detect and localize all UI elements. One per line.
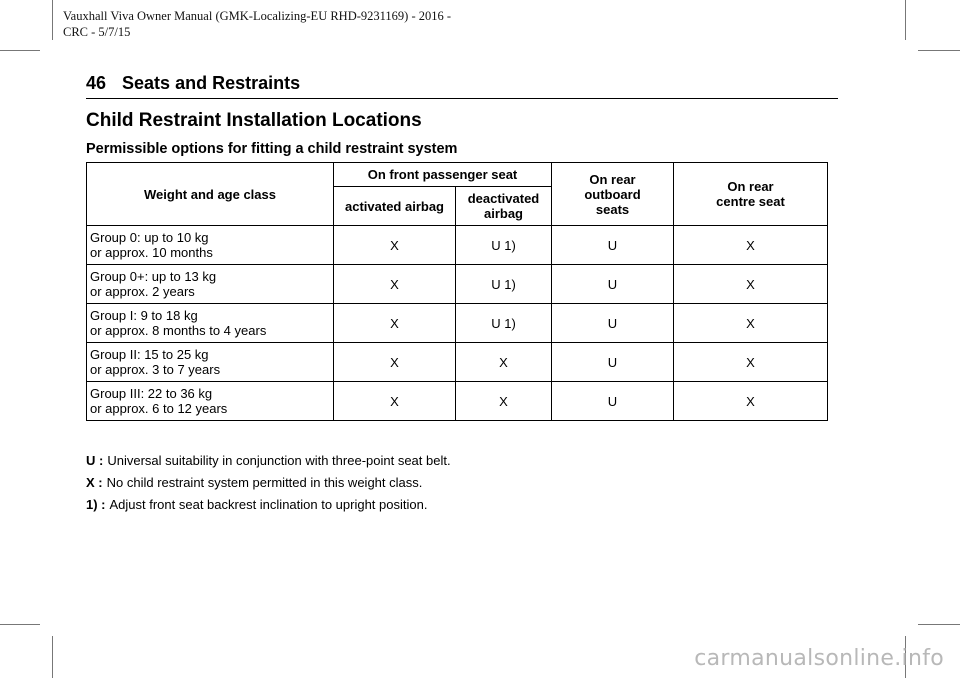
weight-line: Group II: 15 to 25 kg bbox=[90, 347, 209, 362]
watermark: carmanualsonline.info bbox=[694, 646, 944, 671]
legend-key: 1) : bbox=[86, 497, 106, 512]
rear-outboard-cell: U bbox=[552, 382, 674, 421]
legend-item bbox=[86, 453, 451, 468]
weight-class-cell bbox=[87, 304, 334, 343]
activated-airbag-cell: X bbox=[334, 226, 456, 265]
legend-key: X : bbox=[86, 475, 103, 490]
header-rear-centre-text: On rear centre seat bbox=[716, 179, 785, 209]
header-front-passenger: On front passenger seat bbox=[334, 163, 552, 187]
weight-class-cell bbox=[87, 265, 334, 304]
age-line: or approx. 2 years bbox=[90, 284, 195, 299]
age-line: or approx. 6 to 12 years bbox=[90, 401, 228, 416]
print-header bbox=[63, 8, 451, 40]
weight-line: Group 0: up to 10 kg bbox=[90, 230, 209, 245]
weight-class-cell bbox=[87, 343, 334, 382]
crop-mark bbox=[0, 50, 40, 51]
print-header-line: Vauxhall Viva Owner Manual (GMK-Localizing-EU RHD-9231169) - 2016 - bbox=[63, 9, 452, 23]
weight-line: Group III: 22 to 36 kg bbox=[90, 386, 213, 401]
rear-outboard-cell: U bbox=[552, 304, 674, 343]
weight-line: Group 0+: up to 13 kg bbox=[90, 269, 217, 284]
header-rear-outboard-text: On rear outboard seats bbox=[584, 171, 641, 217]
deactivated-airbag-cell: X bbox=[456, 343, 552, 382]
rear-centre-cell: X bbox=[674, 382, 828, 421]
restraint-table bbox=[86, 162, 828, 421]
deactivated-airbag-cell: U 1) bbox=[456, 304, 552, 343]
header-rear-centre bbox=[674, 163, 828, 226]
age-line: or approx. 8 months to 4 years bbox=[90, 323, 267, 338]
table-row bbox=[87, 304, 828, 343]
page-number: 46 bbox=[86, 73, 107, 93]
header-activated-airbag: activated airbag bbox=[334, 187, 456, 226]
legend-text: Adjust front seat backrest inclination to upright position. bbox=[109, 497, 428, 512]
deactivated-airbag-cell: U 1) bbox=[456, 265, 552, 304]
crop-mark bbox=[0, 624, 40, 625]
header-weight-class: Weight and age class bbox=[87, 163, 334, 226]
legend-text: Universal suitability in conjunction with three-point seat belt. bbox=[107, 453, 451, 468]
header-deactivated-airbag-text: deactivated airbag bbox=[467, 191, 540, 221]
weight-class-cell bbox=[87, 382, 334, 421]
legend-text: No child restraint system permitted in this weight class. bbox=[106, 475, 423, 490]
table-row bbox=[87, 343, 828, 382]
rear-outboard-cell: U bbox=[552, 265, 674, 304]
rear-centre-cell: X bbox=[674, 265, 828, 304]
section-title: Seats and Restraints bbox=[122, 73, 301, 93]
legend-key: U : bbox=[86, 453, 104, 468]
activated-airbag-cell: X bbox=[334, 304, 456, 343]
weight-class-cell bbox=[87, 226, 334, 265]
table-row bbox=[87, 226, 828, 265]
deactivated-airbag-cell: X bbox=[456, 382, 552, 421]
rear-centre-cell: X bbox=[674, 304, 828, 343]
page-title: Child Restraint Installation Locations bbox=[86, 110, 422, 131]
header-rear-outboard bbox=[552, 163, 674, 226]
header-deactivated-airbag bbox=[456, 187, 552, 226]
table-row bbox=[87, 265, 828, 304]
rear-centre-cell: X bbox=[674, 226, 828, 265]
crop-mark bbox=[52, 636, 53, 678]
table-caption: Permissible options for fitting a child restraint system bbox=[86, 141, 458, 157]
crop-mark bbox=[905, 0, 906, 40]
print-header-line: CRC - 5/7/15 bbox=[63, 25, 131, 39]
rear-centre-cell: X bbox=[674, 343, 828, 382]
page-heading bbox=[86, 73, 300, 94]
header-rule bbox=[86, 98, 838, 99]
crop-mark bbox=[918, 624, 960, 625]
age-line: or approx. 10 months bbox=[90, 245, 213, 260]
activated-airbag-cell: X bbox=[334, 265, 456, 304]
legend-item bbox=[86, 475, 422, 490]
activated-airbag-cell: X bbox=[334, 343, 456, 382]
crop-mark bbox=[918, 50, 960, 51]
activated-airbag-cell: X bbox=[334, 382, 456, 421]
rear-outboard-cell: U bbox=[552, 343, 674, 382]
table-row bbox=[87, 382, 828, 421]
legend-item bbox=[86, 497, 427, 512]
crop-mark bbox=[52, 0, 53, 40]
age-line: or approx. 3 to 7 years bbox=[90, 362, 221, 377]
rear-outboard-cell: U bbox=[552, 226, 674, 265]
weight-line: Group I: 9 to 18 kg bbox=[90, 308, 198, 323]
deactivated-airbag-cell: U 1) bbox=[456, 226, 552, 265]
